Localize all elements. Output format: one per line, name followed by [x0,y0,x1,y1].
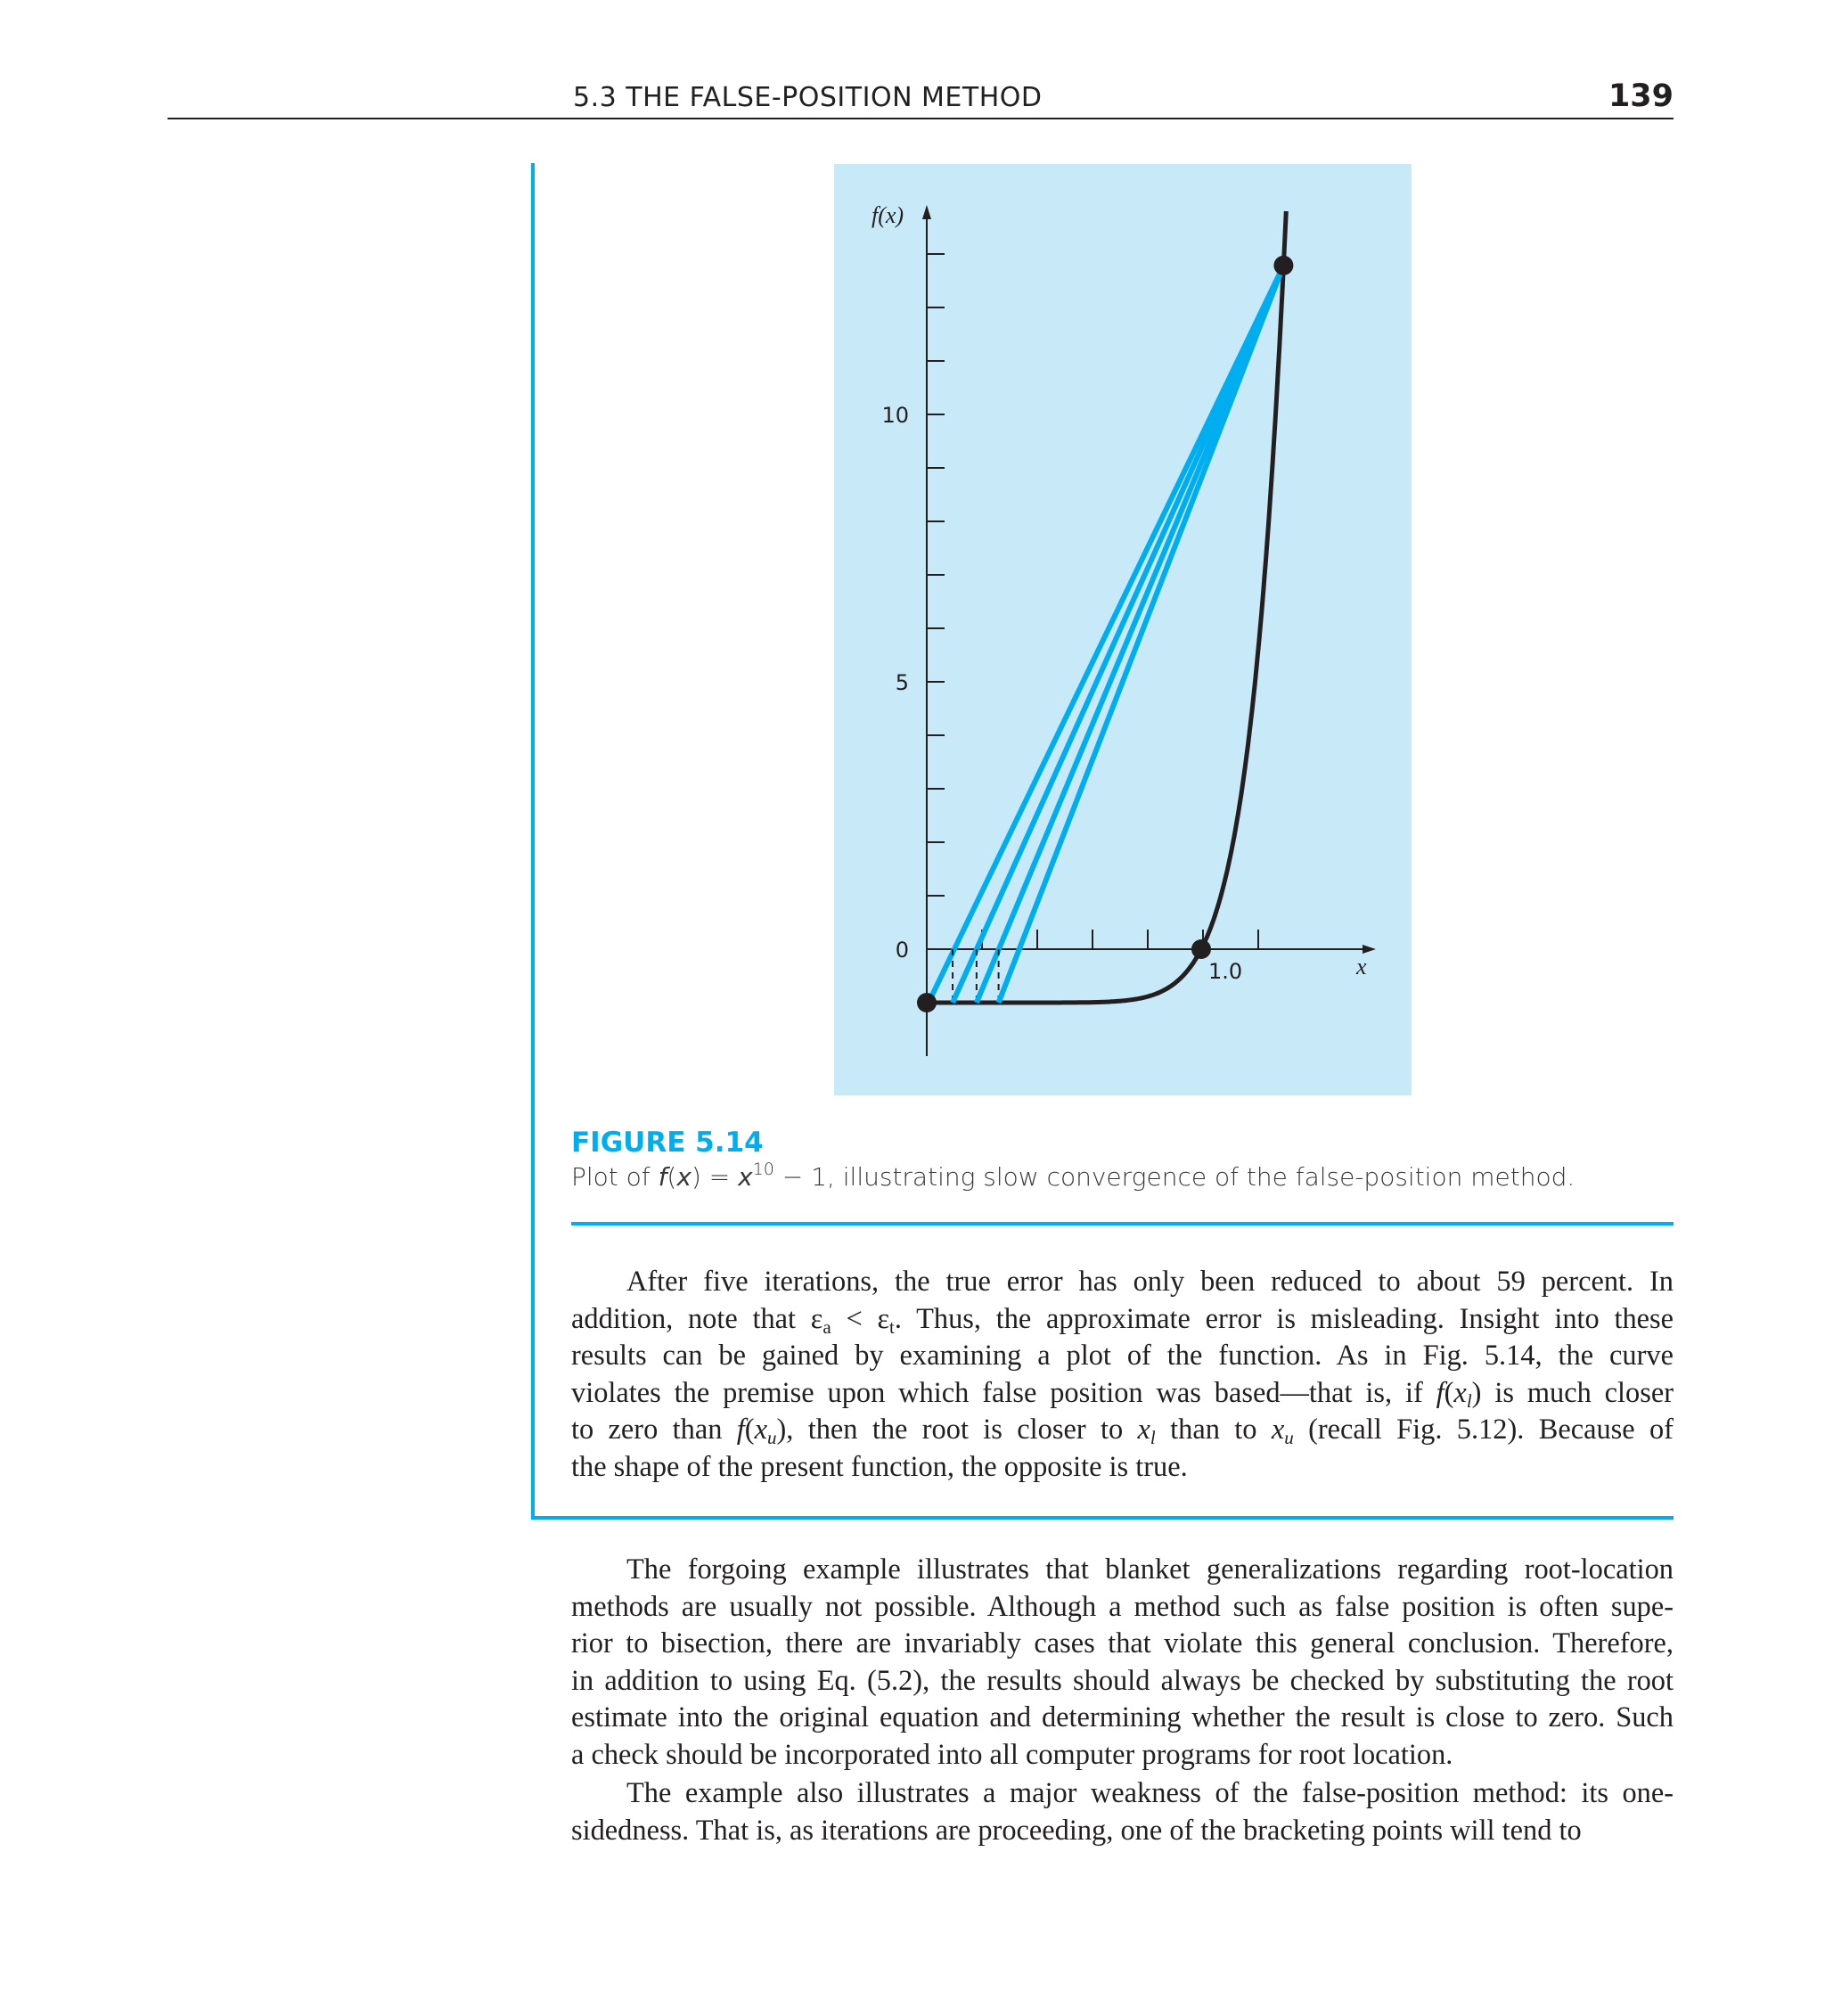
text-line: After five iterations, the true error has only been reduced to about 59 percent. In [626,1266,1674,1298]
root-point [1191,939,1211,959]
function-curve [927,211,1286,1003]
secant-line [977,266,1284,1003]
text-line: to zero than $f(x_u)$, then the root is closer to $x_l$ than to $x_u$ (recall Fig. 5.12). Because of [571,1414,1674,1448]
figure-chart [834,164,1412,1095]
caption-mid1: ( [667,1162,677,1192]
text-line: rior to bisection, there are invariably cases that violate this general conclusion. Therefore, [571,1627,1674,1660]
y-tick-label: 10 [881,403,909,428]
x-tick-label: 1.0 [1208,959,1243,984]
x-axis-arrow [1363,945,1376,954]
page-number: 139 [1608,78,1674,114]
figure-label: FIGURE 5.14 [571,1127,764,1159]
body-paragraph-2 [571,1775,1674,1849]
header-rule [168,118,1674,119]
caption-x: x [676,1162,692,1192]
y-axis-arrow [922,205,931,219]
text-line: The forgoing example illustrates that blanket generalizations regarding root-location [626,1553,1674,1586]
lower-bracket-point [917,993,937,1012]
example-end-rule [531,1516,1674,1520]
secant-line [953,266,1283,1003]
text-line: sidedness. That is, as iterations are proceeding, one of the bracketing points will tend to [571,1814,1582,1847]
text-line: a check should be incorporated into all computer programs for root location. [571,1738,1453,1771]
running-head: 5.3 THE FALSE-POSITION METHOD [573,82,1043,113]
text-line: The example also illustrates a major weakness of the false-position method: its one- [626,1777,1674,1809]
caption-x2: x [738,1162,753,1192]
x-axis-label: x [1356,954,1367,979]
text-line: estimate into the original equation and determining whether the result is close to zero. Such [571,1701,1674,1733]
example-sidebar-rule [531,163,535,1520]
secant-line [929,266,1283,1003]
figure-caption [571,1162,1575,1192]
y-axis-label: f(x) [872,202,904,228]
y-tick-label: 5 [895,670,909,695]
text-line: the shape of the present function, the opposite is true. [571,1450,1188,1483]
text-line: violates the premise upon which false position was based—that is, if $f(x_l)$ is much closer [571,1376,1674,1412]
secant-line [999,266,1284,1003]
text-line: addition, note that $\varepsilon_a < \varepsilon_t$. Thus, the approximate error is misleading. Insight into these [571,1302,1674,1338]
caption-f: f [658,1162,667,1192]
text-line: methods are usually not possible. Although a method such as false position is often supe- [571,1590,1674,1623]
text-line: in addition to using Eq. (5.2), the results should always be checked by substituting the root [571,1664,1674,1697]
text-line: results can be gained by examining a plot of the function. As in Fig. 5.14, the curve [571,1340,1674,1372]
caption-prefix: Plot of [571,1162,659,1192]
caption-suffix: − 1, illustrating slow convergence of the false-position method. [773,1162,1575,1192]
y-tick-label: 0 [895,938,909,963]
caption-rule [571,1222,1674,1225]
caption-exponent: 10 [752,1160,774,1179]
caption-mid2: ) = [691,1162,739,1192]
upper-bracket-point [1273,256,1293,275]
body-paragraph-1 [571,1552,1674,1774]
example-paragraph [571,1264,1674,1486]
